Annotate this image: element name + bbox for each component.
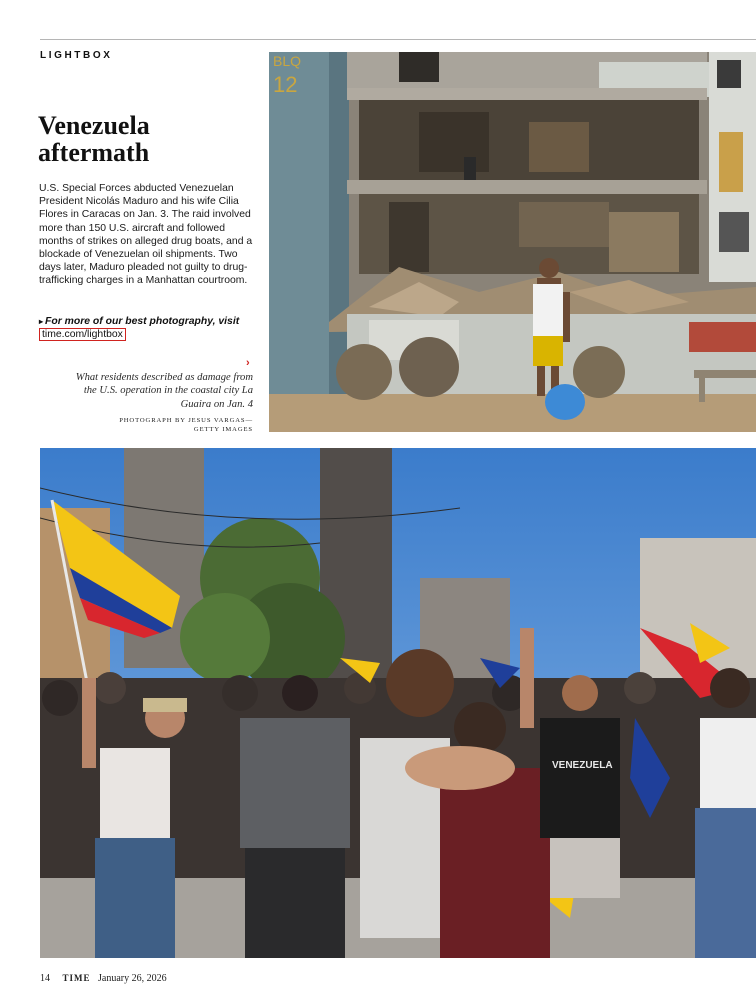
sign-blq: BLQ [273, 53, 302, 69]
section-label: LIGHTBOX [40, 50, 113, 61]
top-rule [40, 39, 756, 40]
sign-12: 12 [273, 72, 298, 97]
issue-date: January 26, 2026 [98, 973, 167, 984]
magazine-name: TIME [62, 973, 91, 983]
page-footer [40, 973, 167, 984]
photography-promo [39, 315, 253, 341]
caption-arrow-icon: › [246, 357, 250, 369]
page-number: 14 [40, 973, 50, 984]
article-body: U.S. Special Forces abducted Venezuelan President Nicolás Maduro and his wife Cilia Flores in Caracas on Jan. 3. The raid involved more than 150 U.S. aircraft and followed months of strikes on alleged drug boats, and a blockade of Venezuelan oil shipments. Two days later, Maduro pleaded not guilty to drug-trafficking charges in a Manhattan courtroom. [39, 183, 253, 287]
credit-line-1: PHOTOGRAPH BY JESUS VARGAS— [119, 417, 253, 424]
damaged-building-photo [269, 52, 756, 432]
promo-text: For more of our best photography, visit [45, 316, 240, 327]
triangle-bullet-icon: ▸ [39, 317, 44, 326]
shirt-text: VENEZUELA [552, 760, 613, 771]
credit-line-2: GETTY IMAGES [193, 425, 253, 433]
photo-credit [80, 417, 253, 434]
celebration-photo [40, 448, 756, 958]
headline: Venezuela aftermath [38, 111, 150, 167]
lightbox-link[interactable]: time.com/lightbox [39, 328, 126, 341]
photo-caption: What residents described as damage from the U.S. operation in the coastal city La Guaira on Jan. 4 [75, 372, 253, 410]
